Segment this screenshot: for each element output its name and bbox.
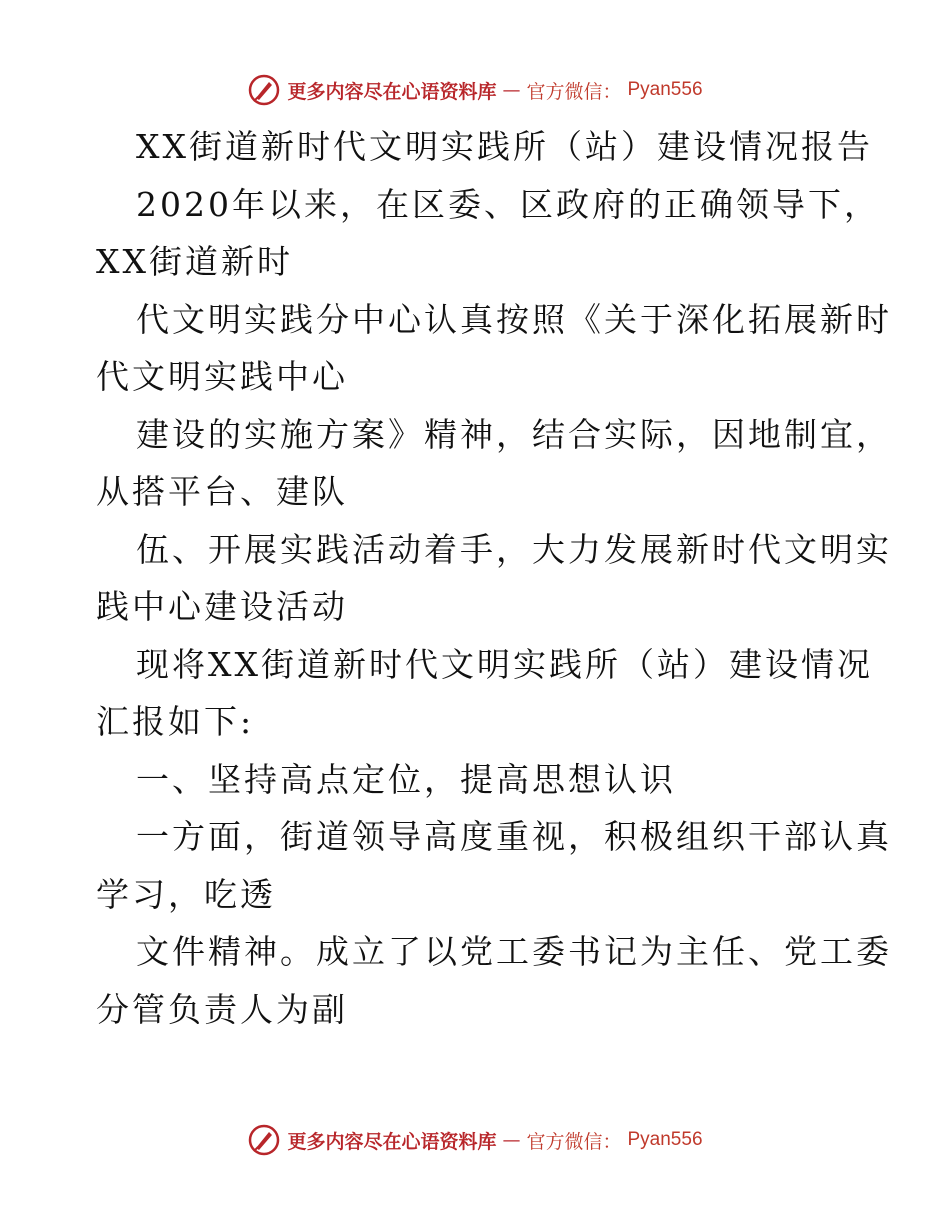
- doc-line: 学习，吃透: [96, 874, 276, 914]
- doc-line: 汇报如下:: [96, 702, 255, 741]
- quill-logo-icon: [247, 73, 281, 107]
- quill-logo-icon: [247, 1123, 281, 1157]
- doc-line: 践中心建设活动: [96, 587, 348, 626]
- header-watermark-banner: [0, 70, 950, 110]
- doc-line: 代文明实践中心: [96, 357, 348, 396]
- doc-line: 一方面，街道领导高度重视，积极组织干部认真: [136, 817, 892, 856]
- doc-line: 现将XX街道新时代文明实践所（站）建设情况: [136, 644, 873, 684]
- banner-wechat-id: Pyan556: [627, 79, 703, 100]
- banner-wechat-label: 官方微信：: [526, 80, 622, 103]
- doc-line: 从搭平台、建队: [96, 472, 348, 511]
- banner-main-text: 更多内容尽在心语资料库: [287, 1130, 497, 1153]
- doc-line: 伍、开展实践活动着手，大力发展新时代文明实: [136, 529, 892, 569]
- banner-wechat-label: 官方微信：: [526, 1130, 622, 1153]
- doc-line: 2020年以来，在区委、区政府的正确领导下，: [136, 184, 880, 224]
- banner-dash: —: [502, 79, 521, 101]
- doc-line: 建设的实施方案》精神，结合实际，因地制宜，: [136, 414, 892, 454]
- banner-dash: —: [502, 1129, 521, 1151]
- banner-wechat-id: Pyan556: [627, 1129, 703, 1150]
- doc-line: 文件精神。成立了以党工委书记为主任、党工委: [136, 932, 892, 971]
- doc-line: XX街道新时: [96, 242, 293, 281]
- doc-line: 代文明实践分中心认真按照《关于深化拓展新时: [136, 299, 892, 339]
- doc-line: 分管负责人为副: [96, 989, 348, 1029]
- document-body: [96, 118, 892, 1038]
- doc-title: XX街道新时代文明实践所（站）建设情况报告: [136, 127, 873, 166]
- banner-main-text: 更多内容尽在心语资料库: [287, 80, 497, 103]
- footer-watermark-banner: [0, 1120, 950, 1160]
- section-heading: 一、坚持高点定位，提高思想认识: [136, 759, 676, 799]
